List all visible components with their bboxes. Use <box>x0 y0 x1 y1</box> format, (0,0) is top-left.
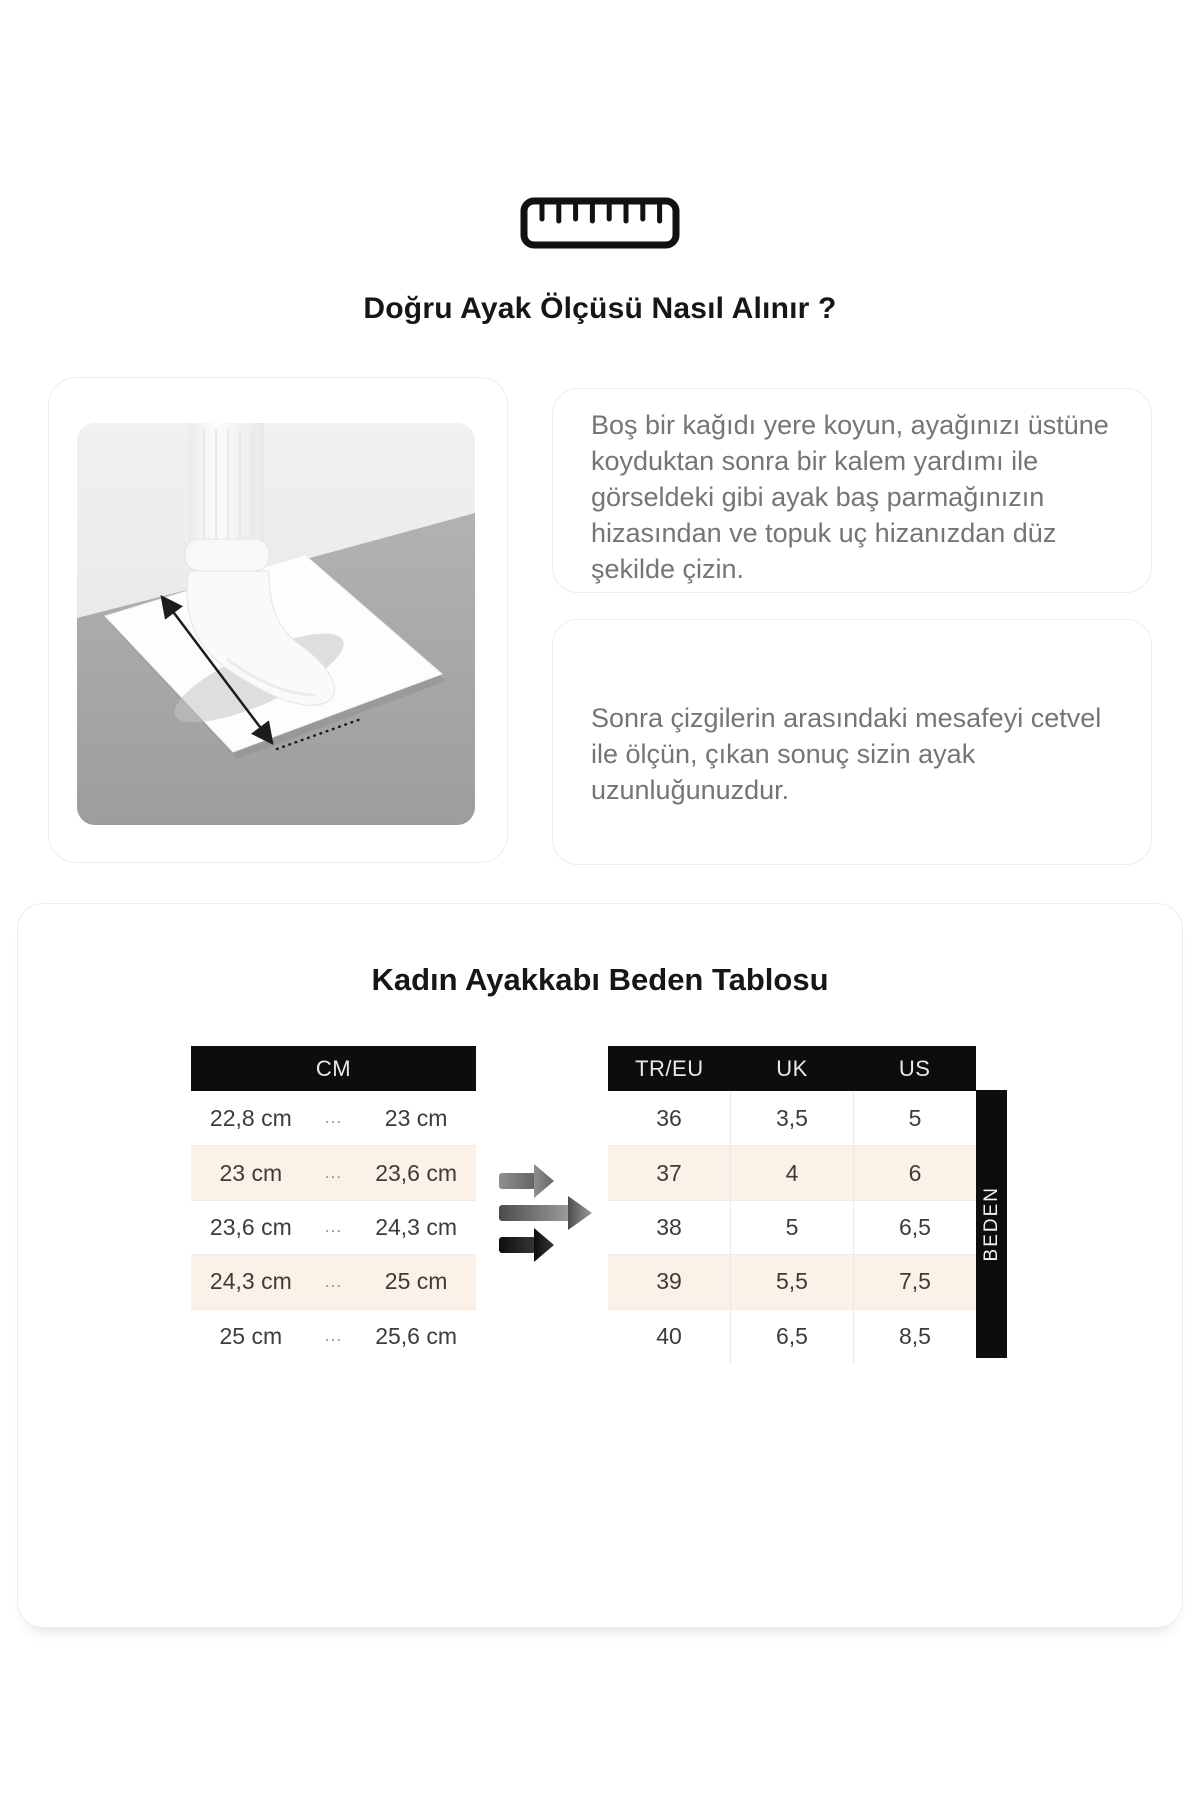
cm-table-row: 22,8 cm ... 23 cm <box>191 1091 476 1145</box>
size-table-row: 37 4 6 <box>608 1145 976 1199</box>
instruction-card-2 <box>552 619 1152 865</box>
cm-table-row: 23 cm ... 23,6 cm <box>191 1145 476 1199</box>
beden-label-text: BEDEN <box>980 1186 1002 1262</box>
cm-header-label: CM <box>315 1055 352 1081</box>
size-conversion-table <box>608 1046 976 1363</box>
instruction-text-2: Sonra çizgilerin arasındaki mesafeyi cetvel ile ölçün, çıkan sonuç sizin ayak uzunluğunuzdur. <box>591 703 1102 805</box>
size-table-row: 39 5,5 7,5 <box>608 1254 976 1308</box>
ruler-icon <box>520 197 680 249</box>
cm-table-row: 23,6 cm ... 24,3 cm <box>191 1200 476 1254</box>
header-tr-eu: TR/EU <box>635 1055 704 1081</box>
conversion-arrows-icon <box>496 1159 596 1264</box>
beden-side-label <box>976 1090 1007 1358</box>
ruler-icon-svg <box>520 197 680 249</box>
size-table-row: 40 6,5 8,5 <box>608 1309 976 1363</box>
header-uk: UK <box>776 1055 808 1081</box>
cm-table-row: 25 cm ... 25,6 cm <box>191 1309 476 1363</box>
cm-table-header <box>191 1046 476 1091</box>
instruction-card-1 <box>552 388 1152 593</box>
size-table-row: 38 5 6,5 <box>608 1200 976 1254</box>
foot-measurement-photo <box>77 423 475 825</box>
cm-table <box>191 1046 476 1363</box>
instruction-text-1: Boş bir kağıdı yere koyun, ayağınızı üstüne koyduktan sonra bir kalem yardımı ile görseldeki gibi ayak baş parmağınızın hizasından ve topuk uç hizanızdan düz şekilde çizin. <box>591 410 1109 584</box>
page-title: Doğru Ayak Ölçüsü Nasıl Alınır ? <box>363 292 837 325</box>
header-us: US <box>898 1055 931 1081</box>
size-table-header-row <box>608 1046 976 1091</box>
cm-table-row: 24,3 cm ... 25 cm <box>191 1254 476 1308</box>
conversion-arrows-svg <box>496 1159 596 1264</box>
size-table-row: 36 3,5 5 <box>608 1091 976 1145</box>
foot-measurement-illustration <box>77 423 475 825</box>
size-table-card <box>17 903 1183 1628</box>
size-table-title: Kadın Ayakkabı Beden Tablosu <box>371 962 829 997</box>
foot-measurement-photo-card <box>48 377 508 863</box>
